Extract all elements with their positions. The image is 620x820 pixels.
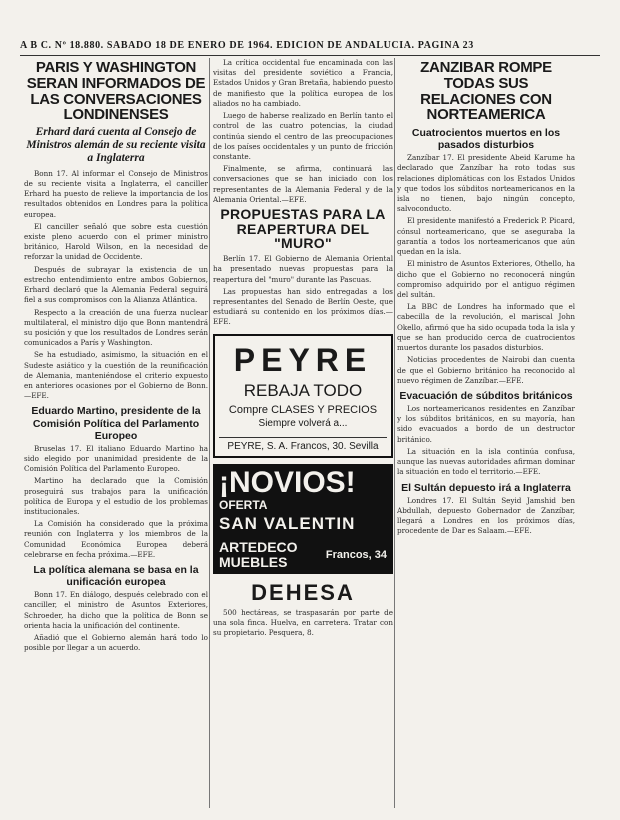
novios-shop-line1: ARTEDECO [219, 539, 298, 556]
article-paragraph: Se ha estudiado, asimismo, la situación en el Sudeste asiático y la cuestión de la reunificación de Alemania, manteniéndose el criterio expuesto en anteriores ocasiones por el Gobierno de Bonn.—EFE. [24, 350, 208, 401]
subhead-sultan: El Sultán depuesto irá a Inglaterra [401, 481, 571, 494]
column-rule-1 [209, 58, 210, 808]
article-paragraph: Londres 17. El Sultán Seyid Jamshid ben Abdullah, depuesto Gobernador de Zanzíbar, llegará a Londres en los próximos días, procedente de Dar es Salaam.—EFE. [397, 495, 575, 536]
article-paragraph: Noticias procedentes de Nairobi dan cuenta de que el Gobierno británico ha reconocido al nuevo régimen de Zanzíbar.—EFE. [397, 355, 575, 385]
article-paragraph: La Comisión ha considerado que la próxima reunión con Inglaterra y los miembros de la Comunidad Económica Europea deberá celebrarse en fecha próxima.—EFE. [24, 519, 208, 559]
novios-san-valentin: SAN VALENTIN [219, 514, 356, 534]
article-paragraph: Respecto a la creación de una fuerza nuclear multilateral, el ministro dijo que Bonn mantendrá su posición y que los resultados de Londres serán comunicados a París y Washington. [24, 307, 208, 348]
column-left [24, 58, 208, 808]
article-paragraph: La BBC de Londres ha informado que el cabecilla de la revolución, el mariscal John Okello, afirmó que ha sido ocupada toda la isla y que se han producido cerca de cuatrocientos muertos durante los pasados disturbios. [397, 302, 575, 353]
subhead-cuatrocientos: Cuatrocientos muertos en los pasados disturbios [411, 127, 561, 152]
peyre-address: PEYRE, S. A. Francos, 30. Sevilla [219, 437, 387, 452]
subhead-evacuacion: Evacuación de súbditos británicos [399, 389, 573, 402]
deck-erhard: Erhard dará cuenta al Consejo de Ministros alemán de su reciente visita a Inglaterra [26, 126, 206, 165]
novios-address: Francos, 34 [325, 549, 387, 562]
novios-footer [219, 540, 387, 569]
peyre-siempre: Siempre volverá a... [258, 418, 348, 430]
article-paragraph: Bruselas 17. El italiano Eduardo Martino ha sido elegido por unanimidad presidente de la Comisión Política del Parlamento Europeo. [24, 443, 208, 474]
article-paragraph: Las propuestas han sido entregadas a los representantes del Senado de Berlín Oeste, que estudiará su contenido en los próximos días.—EFE. [213, 286, 393, 327]
article-paragraph: Berlín 17. El Gobierno de Alemania Oriental ha presentado nuevas propuestas para la reapertura del "muro" durante las Pascuas. [213, 254, 393, 284]
advert-novios [213, 464, 393, 573]
novios-shop-line2: MUEBLES [219, 554, 288, 571]
advert-dehesa-text: 500 hectáreas, se traspasarán por parte de una sola finca. Huelva, en carretera. Tratar con su propietario. Pesquera, 8. [213, 607, 393, 638]
peyre-rebaja: REBAJA TODO [243, 380, 363, 400]
article-paragraph: El canciller señaló que sobre esta cuestión existe pleno acuerdo con el primer ministro británico, Harold Wilson, en la necesidad de reforzar la unidad de Occidente. [24, 221, 208, 262]
page-header: A B C. Nº 18.880. SABADO 18 DE ENERO DE 1964. EDICION DE ANDALUCIA. PAGINA 23 [20, 40, 474, 51]
article-paragraph: Los norteamericanos residentes en Zanzíbar y los súbditos británicos, en su mayoría, han sido evacuados a bordo de un destructor británico. [397, 404, 575, 444]
novios-title: ¡NOVIOS! [219, 466, 356, 500]
advert-peyre [213, 334, 393, 459]
peyre-brand: PEYRE [233, 341, 373, 378]
article-paragraph: Después de subrayar la existencia de un estrecho entendimiento entre ambos Gobiernos, Erhard declaró que la Alemania Federal seguirá fiel a sus compromisos con la Alianza Atlántica. [24, 264, 208, 305]
header-rule [20, 55, 600, 56]
article-paragraph: Añadió que el Gobierno alemán hará todo lo posible por llegar a un acuerdo. [24, 633, 208, 653]
article-paragraph: Bonn 17. Al informar el Consejo de Ministros de su reciente visita a Inglaterra, el canciller Erhard ha puesto de relieve la importancia de los resultados obtenidos en Londres para la política europea. [24, 168, 208, 219]
article-paragraph: Martino ha declarado que la Comisión proseguirá sus trabajos para la unificación política de Europa y el estudio de los problemas institucionales. [24, 476, 208, 516]
column-middle [213, 58, 393, 808]
novios-shop [219, 540, 298, 569]
article-paragraph: Bonn 17. En diálogo, después celebrado con el canciller, el ministro de Asuntos Exteriores, Schroeder, ha dicho que la política de Bonn se orienta hacia la unificación del continente. [24, 590, 208, 630]
article-paragraph: Zanzíbar 17. El presidente Abeid Karume ha declarado que Zanzíbar ha roto todas sus relaciones diplomáticas con los Estados Unidos y que todos los súbditos norteamericanos en la isla no tienen, bajo ningún concepto, salvoconducto. [397, 153, 575, 214]
subhead-politica-alemana: La política alemana se basa en la unificación europea [33, 564, 199, 589]
headline-muro: PROPUESTAS PARA LA REAPERTURA DEL "MURO" [220, 206, 386, 252]
article-paragraph: La situación en la isla continúa confusa, aunque las nuevas autoridades afirman dominar la situación en todo el territorio.—EFE. [397, 446, 575, 477]
article-paragraph: El ministro de Asuntos Exteriores, Othello, ha dicho que el Gobierno no reconocerá ningún compromiso adquirido por el antiguo régimen del sultán. [397, 259, 575, 299]
article-paragraph: Finalmente, se afirma, continuará las conversaciones que se han iniciado con los representantes de la Alemania Federal y de la Alemania Oriental.—EFE. [213, 164, 393, 204]
headline-zanzibar: ZANZIBAR ROMPE TODAS SUS RELACIONES CON NORTEAMERICA [420, 59, 552, 124]
advert-dehesa-title: DEHESA [251, 579, 355, 605]
article-paragraph: Luego de haberse realizado en Berlín tanto el control de las cuatro potencias, la ciudad continúa siendo el centro de las preocupaciones de los países occidentales y un punto de fricción constante. [213, 111, 393, 161]
subhead-martino: Eduardo Martino, presidente de la Comisión Política del Parlamento Europeo [31, 405, 201, 442]
column-rule-2 [394, 58, 395, 808]
peyre-compre: Compre CLASES Y PRECIOS [228, 404, 378, 417]
headline-paris-washington: PARIS Y WASHINGTON SERAN INFORMADOS DE LAS CONVERSACIONES LONDINENSES [26, 59, 206, 124]
article-paragraph: La crítica occidental fue encaminada con las visitas del presidente soviético a Francia, Estados Unidos y Gran Bretaña, habiendo puesto de manifiesto que la política europea de los aliados no ha cambiado. [213, 58, 393, 108]
column-right [397, 58, 575, 808]
article-paragraph: El presidente manifestó a Frederick P. Picard, cónsul norteamericano, que se aseguraba la garantía a todos los norteamericanos que aún quedan en la isla. [397, 216, 575, 257]
novios-oferta: OFERTA [219, 498, 268, 513]
